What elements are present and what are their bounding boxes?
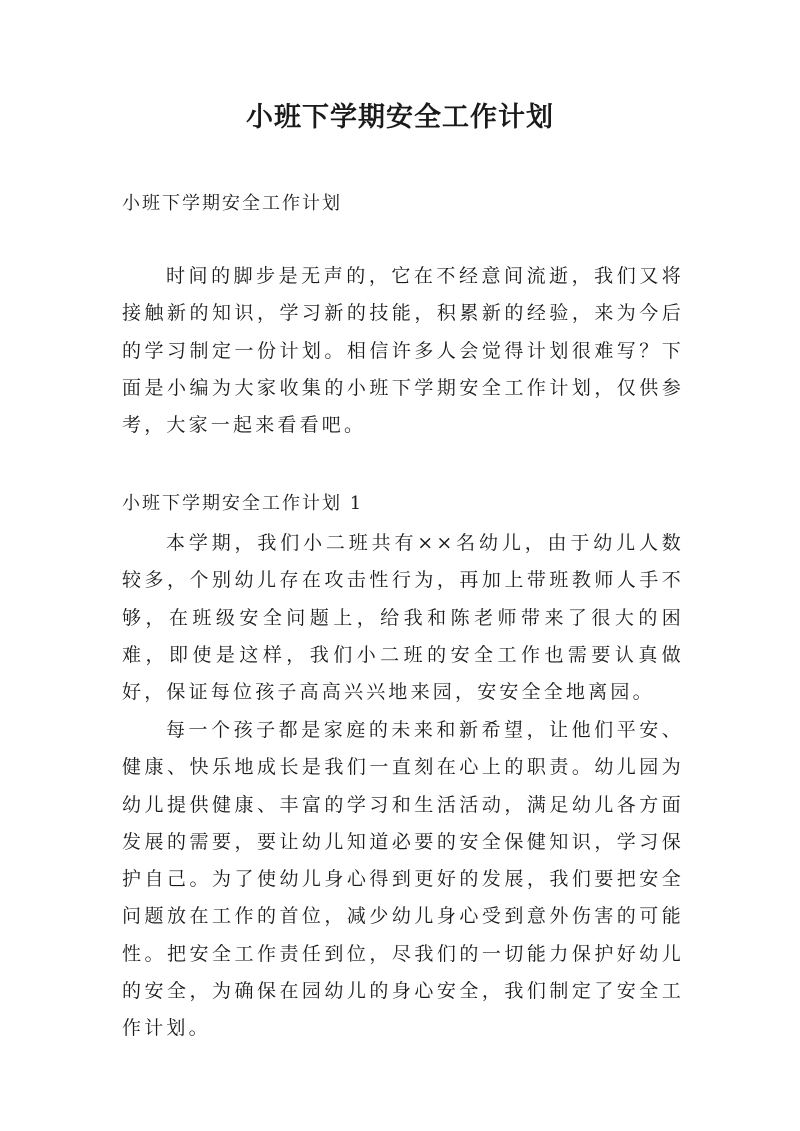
intro-paragraph: 时间的脚步是无声的，它在不经意间流逝，我们又将接触新的知识，学习新的技能，积累新的经验，来为今后的学习制定一份计划。相信许多人会觉得计划很难写？下面是小编为大家收集的小班下学期安全工作计划，仅供参考，大家一起来看看吧。 bbox=[122, 265, 684, 437]
body-paragraph: 本学期，我们小二班共有××名幼儿，由于幼儿人数较多，个别幼儿存在攻击性行为，再加上带班教师人手不够，在班级安全问题上，给我和陈老师带来了很大的困难，即使是这样，我们小二班的安全工作也需要认真做好，保证每位孩子高高兴兴地来园，安安全全地离园。 bbox=[122, 532, 684, 704]
body-paragraph: 每一个孩子都是家庭的未来和新希望，让他们平安、健康、快乐地成长是我们一直刻在心上的职责。幼儿园为幼儿提供健康、丰富的学习和生活活动，满足幼儿各方面发展的需要，要让幼儿知道必要的安全保健知识，学习保护自己。为了使幼儿身心得到更好的发展，我们要把安全问题放在工作的首位，减少幼儿身心受到意外伤害的可能性。把安全工作责任到位，尽我们的一切能力保护好幼儿的安全，为确保在园幼儿的身心安全，我们制定了安全工作计划。 bbox=[122, 719, 684, 1040]
document-title: 小班下学期安全工作计划 bbox=[246, 102, 554, 133]
document-subtitle: 小班下学期安全工作计划 bbox=[122, 193, 342, 214]
section-heading: 小班下学期安全工作计划 1 bbox=[122, 493, 364, 514]
